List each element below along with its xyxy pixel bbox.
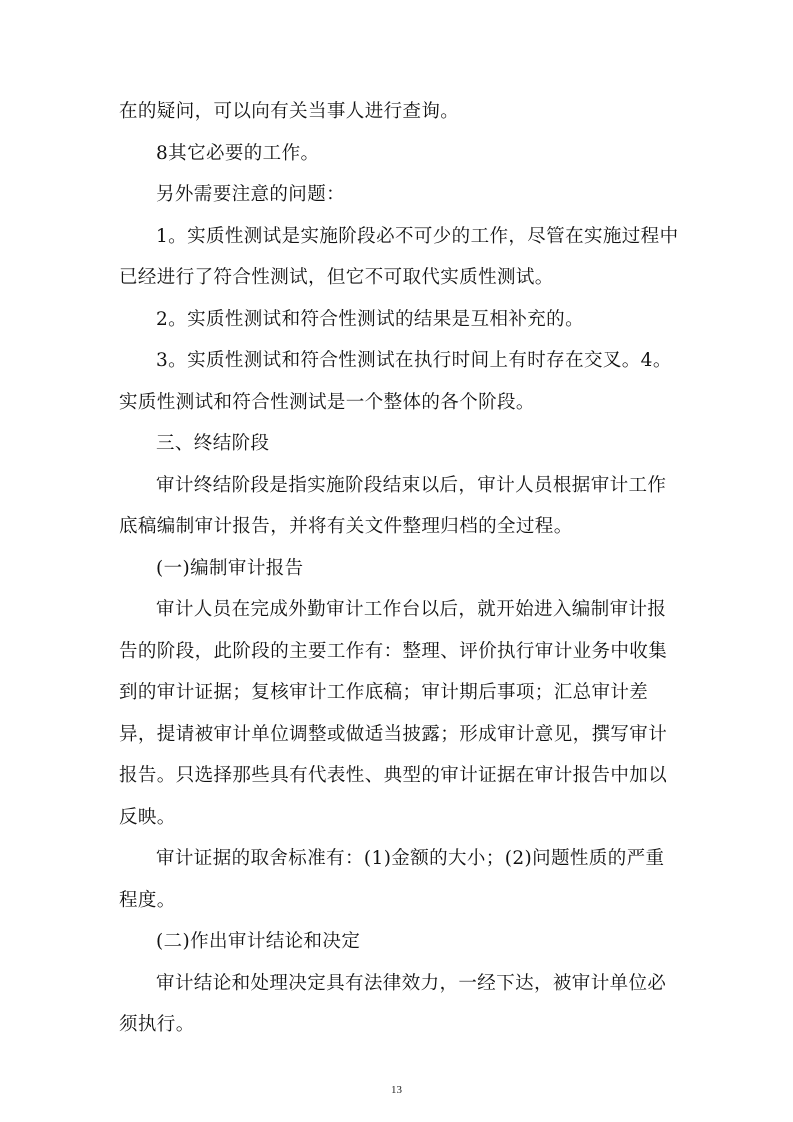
paragraph-conclusion: 审计结论和处理决定具有法律效力，一经下达，被审计单位必须执行。 xyxy=(119,972,667,1035)
paragraph-continuation: 在的疑问，可以向有关当事人进行查询。 xyxy=(119,101,460,122)
paragraph-note-3-4: 3。实质性测试和符合性测试在执行时间上有时存在交叉。4。实质性测试和符合性测试是一个整体的各个阶段。 xyxy=(119,350,672,413)
paragraph-final-stage-definition: 审计终结阶段是指实施阶段结束以后，审计人员根据审计工作底稿编制审计报告，并将有关文件整理归档的全过程。 xyxy=(119,474,667,537)
section-heading-final-stage: 三、终结阶段 xyxy=(156,433,270,454)
paragraph-note-1: 1。实质性测试是实施阶段必不可少的工作，尽管在实施过程中已经进行了符合性测试，但它不可取代实质性测试。 xyxy=(119,225,679,288)
paragraph-notes-heading: 另外需要注意的问题： xyxy=(156,184,346,205)
subsection-heading-conclusion: (二)作出审计结论和决定 xyxy=(156,931,361,952)
paragraph-other-work: 8其它必要的工作。 xyxy=(156,142,320,164)
page-number: 13 xyxy=(391,1084,402,1096)
paragraph-note-2: 2。实质性测试和符合性测试的结果是互相补充的。 xyxy=(156,308,584,330)
subsection-heading-compile-report: (一)编制审计报告 xyxy=(156,557,304,579)
document-body xyxy=(119,91,679,1046)
paragraph-evidence-criteria: 审计证据的取舍标准有：(1)金额的大小；(2)问题性质的严重程度。 xyxy=(119,848,665,911)
paragraph-compile-report: 审计人员在完成外勤审计工作台以后，就开始进入编制审计报告的阶段，此阶段的主要工作有：整理、评价执行审计业务中收集到的审计证据；复核审计工作底稿；审计期后事项；汇总审计差异，提请被审计单位调整或做适当披露；形成审计意见，撰写审计报告。只选择那些具有代表性、典型的审计证据在审计报告中加以反映。 xyxy=(119,599,668,828)
